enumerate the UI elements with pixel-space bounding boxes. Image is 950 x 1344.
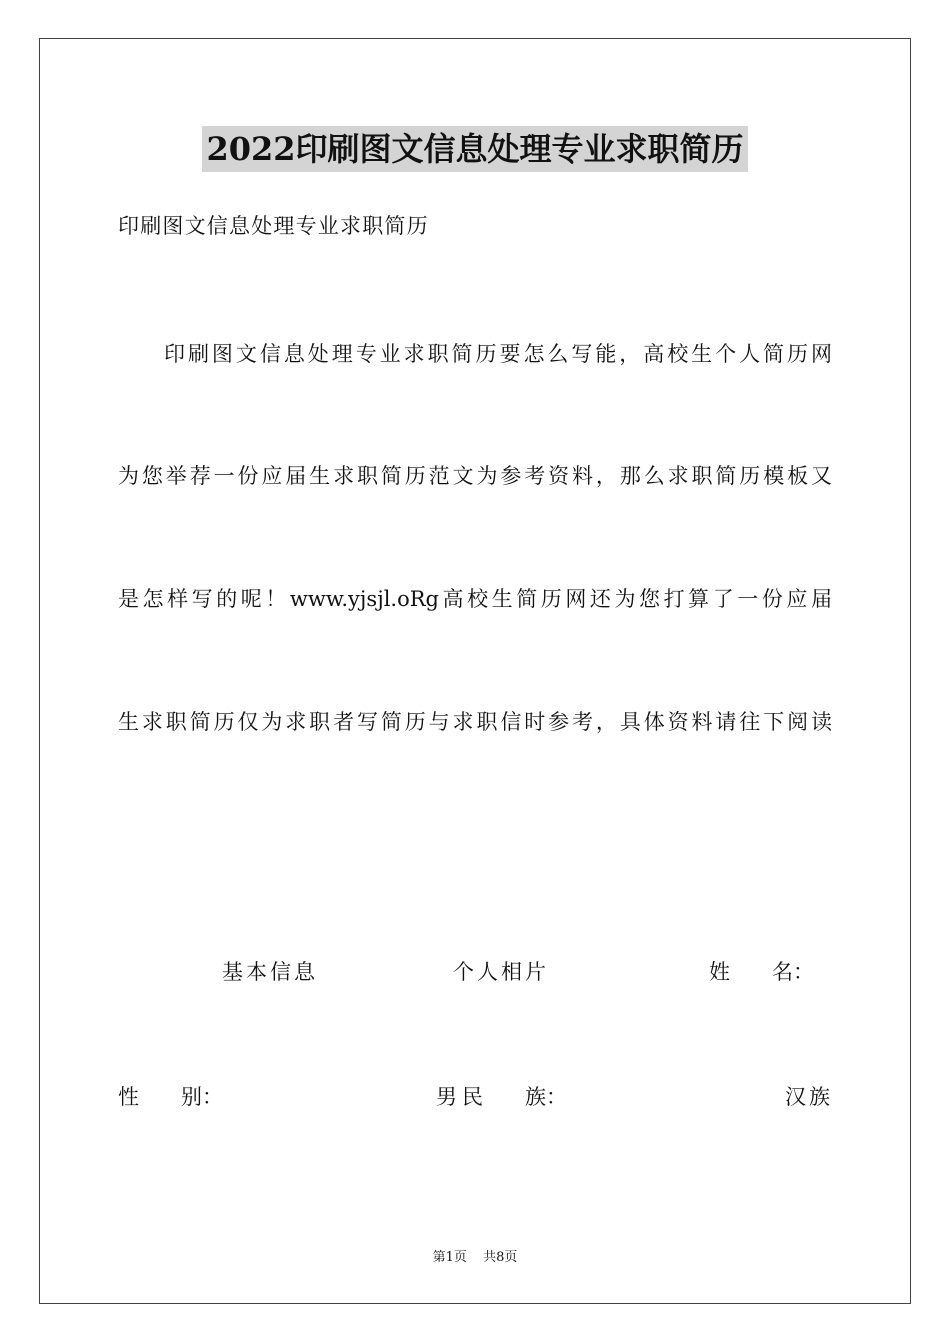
page-number-current: 第1页	[432, 1250, 467, 1265]
paragraph-line-3: 是怎样写的呢！www.yjsjl.oRg高校生简历网还为您打算了一份应届	[118, 587, 832, 611]
paragraph-line-2: 为您举荐一份应届生求职简历范文为参考资料，那么求职简历模板又	[118, 464, 832, 488]
ethnicity-label: 民 族：	[462, 1085, 567, 1109]
page-footer	[0, 1246, 950, 1265]
page-number-total: 共8页	[483, 1250, 518, 1265]
document-title-wrapper	[0, 126, 950, 172]
paragraph-line-4: 生求职简历仅为求职者写简历与求职信时参考，具体资料请往下阅读	[118, 710, 832, 734]
photo-label: 个人相片	[453, 960, 549, 984]
basic-info-label: 基本信息	[222, 960, 318, 984]
name-label: 姓 名：	[709, 960, 814, 984]
document-title: 2022印刷图文信息处理专业求职简历	[202, 126, 747, 172]
document-subtitle: 印刷图文信息处理专业求职简历	[118, 214, 429, 238]
gender-value: 男	[436, 1085, 457, 1109]
paragraph-line-1: 印刷图文信息处理专业求职简历要怎么写能，高校生个人简历网	[164, 342, 832, 366]
gender-label: 性 别：	[118, 1085, 223, 1109]
ethnicity-value: 汉族	[785, 1085, 833, 1109]
